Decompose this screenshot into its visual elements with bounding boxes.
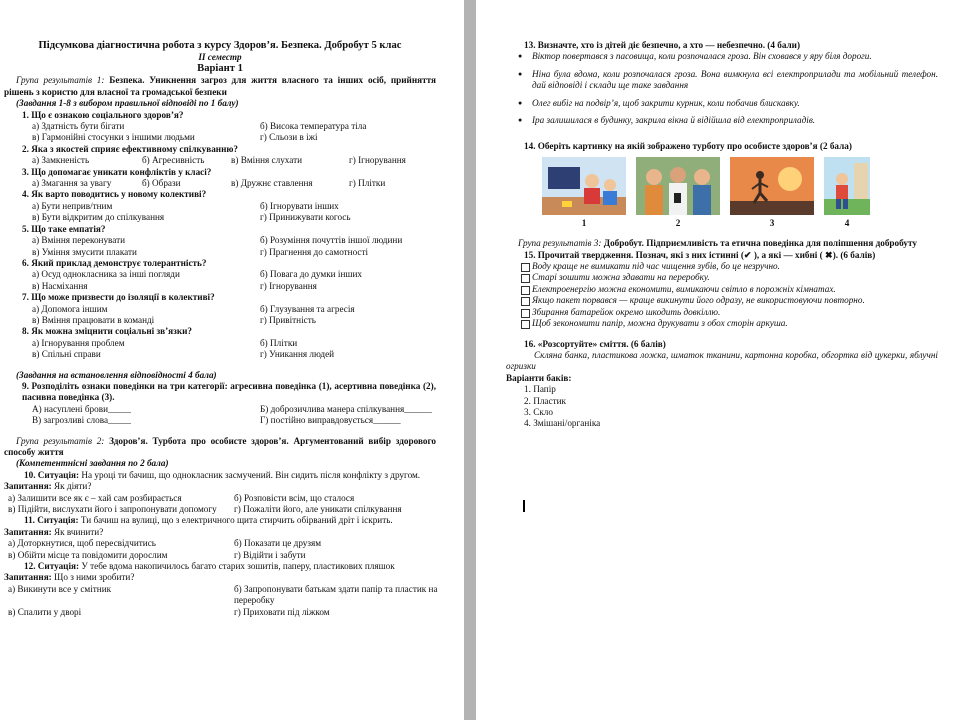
question-16: 16. «Розсортуйте» сміття. (6 балів) <box>524 338 666 349</box>
group3-text: Добробут. Підприємливість та етична поведінка для поліпшення добробуту <box>601 238 917 249</box>
q2-option-c[interactable]: в) Вміння слухати <box>231 155 303 166</box>
picture-option-3[interactable] <box>730 157 814 229</box>
bins-title: Варіанти баків: <box>506 372 572 383</box>
q4-option-d[interactable]: г) Принижувати когось <box>260 212 351 223</box>
kid-playing-picture <box>824 157 870 215</box>
question-9: 9. Розподіліть ознаки поведінки на три категорії: агресивна поведінка (1), асертивна поведінка (2), пасивна поведінка (3). <box>22 380 436 403</box>
q2-option-a[interactable]: а) Замкненість <box>32 155 90 166</box>
question-4-options <box>4 201 436 224</box>
situation-12-question <box>4 572 436 583</box>
q15-item-2[interactable]: Старі зошити можна здавати на переробку. <box>532 272 938 283</box>
question-7-options <box>4 304 436 327</box>
q5-option-b[interactable]: б) Розуміння почуттів іншої людини <box>260 235 403 246</box>
question-7: 7. Що може призвести до ізоляції в колективі? <box>22 292 215 303</box>
situation-12-options <box>4 584 436 618</box>
question-2-options <box>4 155 436 166</box>
situation-11-question-text: Як вчинити? <box>51 526 104 537</box>
situation-10-question <box>4 481 436 492</box>
group1-note: (Завдання 1-8 з вибором правильної відповіді по 1 балу) <box>16 98 239 109</box>
q6-option-d[interactable]: г) Ігнорування <box>260 280 317 291</box>
q6-option-a[interactable]: а) Осуд однокласника за інші погляди <box>32 269 180 280</box>
teens-phones-picture <box>636 157 720 215</box>
running-sunset-picture <box>730 157 814 215</box>
bin-4: 4. Змішані/органіка <box>524 418 601 429</box>
question-16-text: Скляна банка, пластикова ложка, шматок тканини, картонна коробка, обгортка від цукерки, яблучні огризки <box>506 349 938 372</box>
q3-option-b[interactable]: б) Образи <box>142 178 181 189</box>
q11-option-a[interactable]: а) Доторкнутися, щоб пересвідчитись <box>8 538 156 549</box>
q8-option-b[interactable]: б) Плітки <box>260 337 298 348</box>
q15-item-5[interactable]: Збирання батарейок окремо шкодить довкіллю. <box>532 307 938 318</box>
q4-option-b[interactable]: б) Ігнорувати інших <box>260 200 339 211</box>
group2-lead: Група результатів 2: <box>16 435 105 446</box>
situation-11-text: Ти бачиш на вулиці, що з електричного щита стирчить обірваний дріт і іскрить. <box>78 515 393 526</box>
picture-label-3: 3 <box>769 217 775 228</box>
q6-option-c[interactable]: в) Насміхання <box>32 280 88 291</box>
questions-list <box>4 110 436 361</box>
situation-12-label: 12. Ситуація: <box>24 561 80 572</box>
situation-12-text: У тебе вдома накопичилось багато старих зошитів, паперу, пластикових пляшок <box>79 561 395 572</box>
q12-option-d[interactable]: г) Приховати під ліжком <box>234 606 330 617</box>
q7-option-c[interactable]: в) Вміння працювати в команді <box>32 314 155 325</box>
q13-item-3: ● Олег вибіг на подвір’я, щоб закрити курник, коли побачив блискавку. <box>532 98 938 109</box>
question-14-images <box>506 157 938 229</box>
group2-note: (Компетентнісні завдання по 2 бала) <box>16 458 169 469</box>
kids-gaming-picture <box>542 157 626 215</box>
q15-item-6[interactable]: Щоб зекономити папір, можна друкувати з обох сторін аркуша. <box>532 318 938 329</box>
q3-option-a[interactable]: а) Змагання за увагу <box>32 178 112 189</box>
question-3-options <box>4 178 436 189</box>
question-2: 2. Яка з якостей сприяє ефективному спілкуванню? <box>22 143 239 154</box>
right-page <box>506 40 938 430</box>
q9-option-d[interactable]: Г) постійно виправдовується______ <box>260 415 401 426</box>
document-title: Підсумкова діагностична робота з курсу Здоров’я. Безпека. Добробут 5 клас <box>38 40 402 51</box>
group1-heading <box>4 75 436 98</box>
q10-option-a[interactable]: а) Залишити все як є – хай сам розбирається <box>8 492 182 503</box>
bins-list <box>506 384 938 430</box>
group1-lead: Група результатів 1: <box>16 75 105 86</box>
match-note: (Завдання на встановлення відповідності 4 бала) <box>16 369 217 380</box>
left-page <box>4 40 436 618</box>
bin-1: 1. Папір <box>524 384 556 395</box>
situation-12-question-label: Запитання: <box>4 572 52 583</box>
question-15-items <box>506 261 938 329</box>
situation-11-question-label: Запитання: <box>4 526 52 537</box>
q4-option-a[interactable]: а) Бути неприв/тним <box>32 200 113 211</box>
picture-label-4: 4 <box>844 217 850 228</box>
q4-option-c[interactable]: в) Бути відкритим до спілкування <box>32 212 165 223</box>
q15-item-4[interactable]: Якщо пакет порвався — краще викинути його одразу, не використовуючи повторно. <box>532 295 938 306</box>
situations-list <box>4 470 436 618</box>
q1-option-d[interactable]: г) Сльози в іжі <box>260 132 318 143</box>
q13-item-2: ● Ніна була вдома, коли розпочалася гроза. Вона вимкнула всі електроприлади та мобільний телефон. дай відповіді і склади ще таке завдання <box>532 69 938 92</box>
picture-label-1: 1 <box>581 217 587 228</box>
q15-item-1[interactable]: Воду краще не вимикати під час чищення зубів, бо це незручно. <box>532 261 938 272</box>
situation-11-question <box>4 527 436 538</box>
picture-option-2[interactable] <box>636 157 720 229</box>
question-14: 14. Оберіть картинку на якій зображено турботу про особисте здоров’я (2 бала) <box>524 141 852 152</box>
question-5-options <box>4 235 436 258</box>
q7-option-b[interactable]: б) Глузування та агресія <box>260 303 355 314</box>
question-3: 3. Що допомагає уникати конфліктів у класі? <box>22 166 212 177</box>
question-6: 6. Який приклад демонструє толерантність? <box>22 257 207 268</box>
q9-option-b[interactable]: Б) доброзичлива манера спілкування______ <box>260 403 432 414</box>
q12-option-a[interactable]: а) Викинути все у смітник <box>8 583 112 594</box>
q12-option-c[interactable]: в) Спалити у дворі <box>8 606 82 617</box>
question-13-items <box>506 51 938 126</box>
situation-11-label: 11. Ситуація: <box>24 515 79 526</box>
situation-10-question-text: Як діяти? <box>51 481 92 492</box>
q9-option-a[interactable]: А) насуплені брови_____ <box>32 403 131 414</box>
q5-option-a[interactable]: а) Вміння переконувати <box>32 235 126 246</box>
question-5: 5. Що таке емпатія? <box>22 223 106 234</box>
q2-option-b[interactable]: б) Агресивність <box>142 155 205 166</box>
semester-label: ІІ семестр <box>198 52 242 62</box>
situation-11-options <box>4 538 436 561</box>
bin-3: 3. Скло <box>524 406 553 417</box>
question-6-options <box>4 269 436 292</box>
situation-12 <box>4 561 436 572</box>
q10-option-d[interactable]: г) Пожаліти його, але уникати спілкування <box>234 504 402 515</box>
q15-item-3[interactable]: Електроенергію можна економити, вимикаючи світло в порожніх кімнатах. <box>532 284 938 295</box>
q2-option-d[interactable]: г) Ігнорування <box>349 155 406 166</box>
q1-option-b[interactable]: б) Висока температура тіла <box>260 121 367 132</box>
question-4: 4. Як варто поводитись у новому колективі? <box>22 189 207 200</box>
q13-item-4: ● Іра залишилася в будинку, закрила вікна й відійшла від електроприладів. <box>532 115 938 126</box>
q11-option-d[interactable]: г) Відійти і забути <box>234 549 306 560</box>
q11-option-c[interactable]: в) Обійти місце та повідомити дорослим <box>8 549 168 560</box>
question-1: 1. Що є ознакою соціального здоров’я? <box>22 109 184 120</box>
situation-11 <box>4 515 436 526</box>
question-8: 8. Як можна зміцнити соціальні зв’язки? <box>22 326 193 337</box>
q10-option-b[interactable]: б) Розповісти всім, що сталося <box>234 492 355 503</box>
situation-10-label: 10. Ситуація: <box>24 469 80 480</box>
q8-option-a[interactable]: а) Ігнорування проблем <box>32 337 125 348</box>
q13-item-1: ● Віктор повертався з пасовища, коли розпочалася гроза. Він сховався у яру біля дороги. <box>532 51 938 62</box>
q8-option-d[interactable]: г) Уникання людей <box>260 349 335 360</box>
q6-option-b[interactable]: б) Повага до думки інших <box>260 269 362 280</box>
q1-option-a[interactable]: а) Здатність бути бігати <box>32 121 125 132</box>
picture-label-2: 2 <box>675 217 681 228</box>
question-13: 13. Визначте, хто із дітей діє безпечно, а хто — небезпечно. (4 бали) <box>524 40 801 50</box>
situation-10-question-label: Запитання: <box>4 481 52 492</box>
group2-text: Здоров’я. Турбота про особисте здоров’я. Аргументований вибір здорового способу життя <box>4 435 436 457</box>
q3-option-d[interactable]: г) Плітки <box>349 178 386 189</box>
question-15: 15. Прочитай твердження. Познач, які з них істинні (✔ ), а які — хибні ( ✖). (6 балів) <box>524 249 876 260</box>
group3-heading <box>506 238 938 249</box>
group2-heading <box>4 436 436 459</box>
situation-10 <box>4 470 436 481</box>
question-9-options <box>4 404 436 427</box>
group1-text: Безпека. Уникнення загроз для життя власного та інших осіб, прийняття рішень з користю для власної та громадської безпеки <box>4 75 436 97</box>
q11-option-b[interactable]: б) Показати це друзям <box>234 538 322 549</box>
group3-lead: Група результатів 3: <box>518 238 602 249</box>
q9-option-c[interactable]: В) загрозливі слова_____ <box>32 415 131 426</box>
bin-2: 2. Пластик <box>524 395 566 406</box>
q7-option-d[interactable]: г) Привітність <box>260 314 316 325</box>
q1-option-c[interactable]: в) Гармонійні стосунки з іншими людьми <box>32 132 195 143</box>
q7-option-a[interactable]: а) Допомога іншим <box>32 303 108 314</box>
situation-10-options <box>4 493 436 516</box>
situation-10-text: На уроці ти бачиш, що однокласник засмучений. Він сидить після конфлікту з другом. <box>79 469 421 480</box>
text-cursor <box>523 500 525 512</box>
q12-option-b[interactable]: б) Запропонувати батькам здати папір та пластик на переробку <box>234 583 438 606</box>
page-divider <box>464 0 476 720</box>
q3-option-c[interactable]: в) Дружнє ставлення <box>231 178 313 189</box>
question-1-options <box>4 121 436 144</box>
variant-label: Варіант 1 <box>197 63 243 75</box>
q5-option-d[interactable]: г) Прагнення до самотності <box>260 246 369 257</box>
q10-option-c[interactable]: в) Підійти, вислухати його і запропонувати допомогу <box>8 504 217 515</box>
q8-option-c[interactable]: в) Спільні справи <box>32 349 101 360</box>
situation-12-question-text: Що з ними зробити? <box>51 572 135 583</box>
q5-option-c[interactable]: в) Уміння змусити плакати <box>32 246 137 257</box>
question-8-options <box>4 338 436 361</box>
picture-option-1[interactable] <box>542 157 626 229</box>
picture-option-4[interactable] <box>824 157 870 229</box>
